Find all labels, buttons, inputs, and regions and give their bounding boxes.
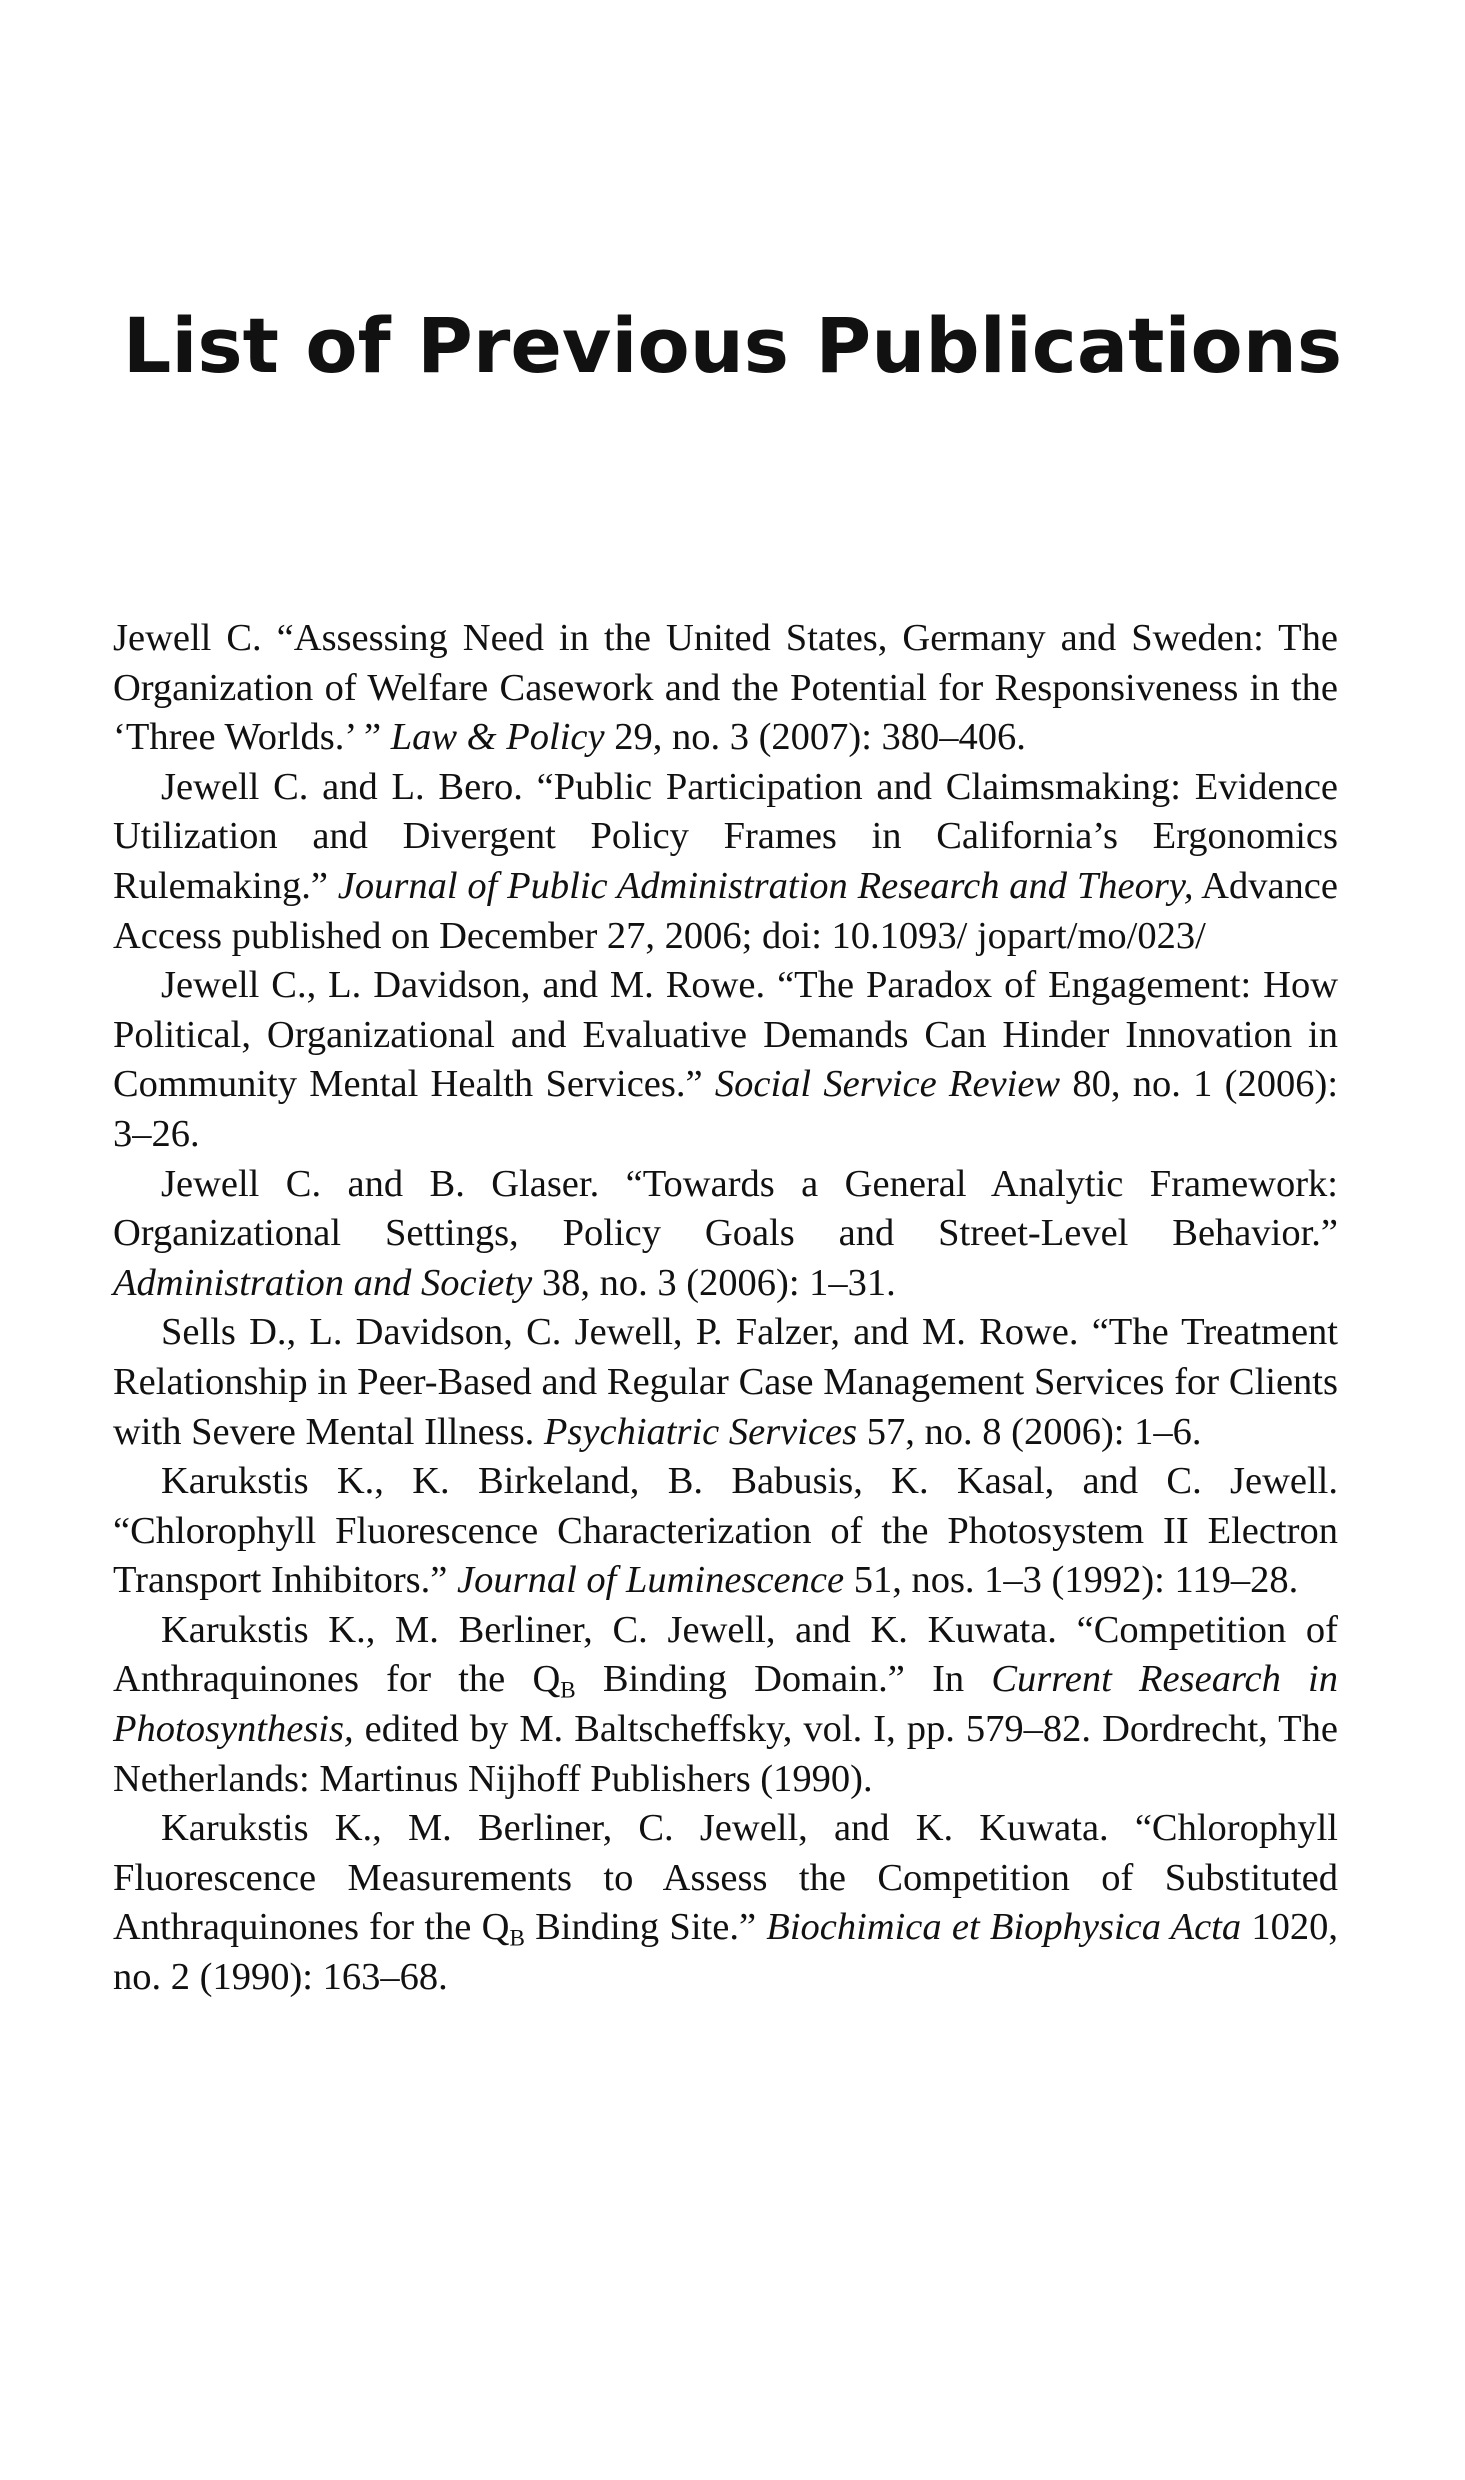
entry-text: Karukstis K., M. Berliner, C. Jewell, and K. Kuwata. “Competition of Anthraquinones for the Q — [113, 1608, 1338, 1701]
entry-venue: Journal of Luminescence — [457, 1559, 845, 1602]
publication-entry — [113, 1308, 1338, 1457]
entry-text: Jewell C. and L. Bero. “Public Participation and Claimsmaking: Evidence Utilization and Divergent Policy Frames in California’s Ergonomics Rulemaking.” — [113, 765, 1338, 907]
entry-text-continued: Binding Domain.” In — [575, 1658, 992, 1701]
entry-subscript: B — [560, 1676, 576, 1703]
publication-entry — [113, 1457, 1338, 1606]
entry-text: Jewell C., L. Davidson, and M. Rowe. “The Paradox of Engagement: How Political, Organizational and Evaluative Demands Can Hinder Innovation in Community Mental Health Services.” — [113, 964, 1338, 1106]
entry-text: Karukstis K., M. Berliner, C. Jewell, and K. Kuwata. “Chlorophyll Fluorescence Measurements to Assess the Competition of Substituted Anthraquinones for the Q — [113, 1807, 1338, 1949]
entry-details: 57, no. 8 (2006): 1–6. — [857, 1410, 1202, 1453]
entry-text: Jewell C. and B. Glaser. “Towards a General Analytic Framework: Organizational Settings, Policy Goals and Street-Level Behavior.” — [113, 1162, 1338, 1255]
entry-venue: Journal of Public Administration Research and Theory, — [337, 864, 1194, 907]
entry-text: Jewell C. “Assessing Need in the United States, Germany and Sweden: The Organization of Welfare Casework and the Potential for Responsiveness in the ‘Three Worlds.’ ” — [113, 617, 1338, 759]
entry-venue: Social Service Review — [714, 1063, 1061, 1106]
entry-details: 1020, no. 2 (1990): 163–68. — [113, 1906, 1339, 1999]
publication-entry — [113, 961, 1338, 1159]
publication-entry — [113, 1606, 1338, 1804]
entry-venue: Biochimica et Biophysica Acta — [766, 1906, 1242, 1949]
publication-list — [113, 614, 1338, 2003]
entry-venue: Psychiatric Services — [543, 1410, 858, 1453]
entry-text: Karukstis K., K. Birkeland, B. Babusis, K. Kasal, and C. Jewell. “Chlorophyll Fluorescence Characterization of the Photosystem II Electron Transport Inhibitors.” — [113, 1460, 1338, 1602]
entry-venue: Law & Policy — [390, 716, 605, 759]
entry-venue: Current Research in Photosynthesis, — [113, 1658, 1339, 1751]
publication-entry — [113, 614, 1338, 763]
entry-details: 80, no. 1 (2006): 3–26. — [113, 1063, 1339, 1155]
entry-venue: Administration and Society — [113, 1261, 533, 1304]
publication-entry — [113, 1160, 1338, 1309]
publication-entry — [113, 1804, 1338, 2002]
entry-details: 29, no. 3 (2007): 380–406. — [604, 716, 1026, 759]
entry-details: Advance Access published on December 27, 2006; doi: 10.1093/ jopart/mo/023/ — [113, 864, 1338, 957]
entry-text: Sells D., L. Davidson, C. Jewell, P. Falzer, and M. Rowe. “The Treatment Relationship in Peer-Based and Regular Case Management Services for Clients with Severe Mental Illness. — [113, 1311, 1338, 1453]
entry-text-continued: Binding Site.” — [524, 1906, 767, 1949]
entry-subscript: B — [509, 1924, 525, 1951]
publication-entry — [113, 763, 1338, 961]
entry-details: 38, no. 3 (2006): 1–31. — [532, 1261, 896, 1304]
entry-details: edited by M. Baltscheffsky, vol. I, pp. 579–82. Dordrecht, The Netherlands: Martinus Nijhoff Publishers (1990). — [113, 1708, 1338, 1800]
page-title: List of Previous Publications — [122, 301, 1343, 390]
entry-details: 51, nos. 1–3 (1992): 119–28. — [844, 1559, 1299, 1602]
